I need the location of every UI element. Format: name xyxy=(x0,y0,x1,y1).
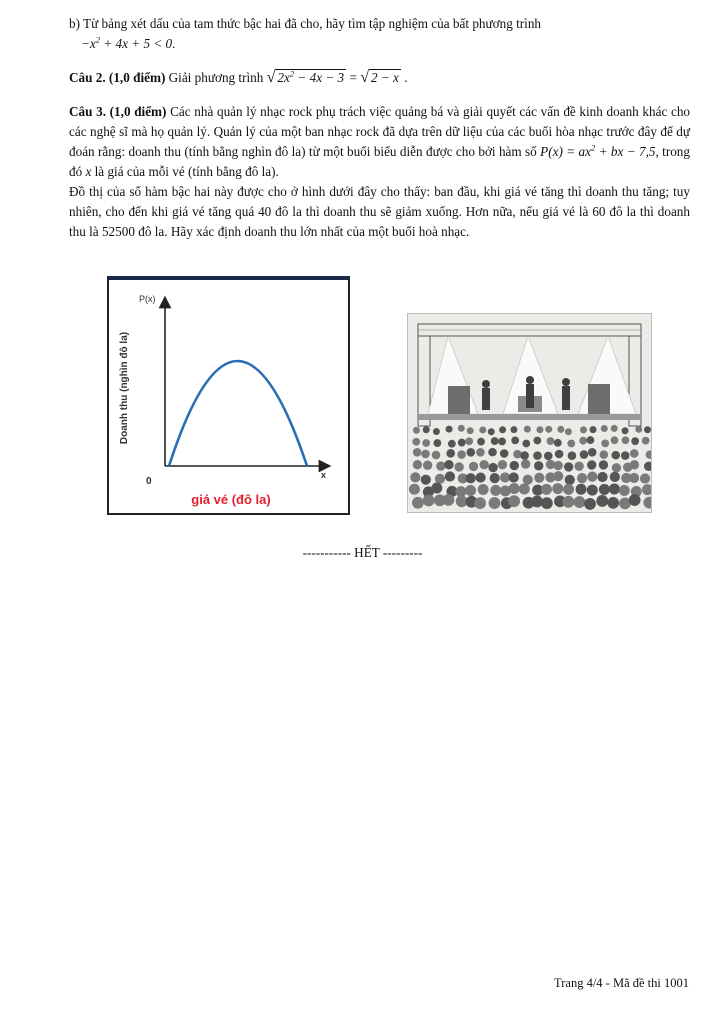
crowd-head xyxy=(587,436,595,444)
chart-svg xyxy=(109,280,348,513)
crowd-head xyxy=(479,460,488,469)
y-axis-label: Doanh thu (nghìn đô la) xyxy=(119,331,130,445)
crowd-head xyxy=(490,485,501,496)
crowd-head xyxy=(574,461,583,470)
crowd-head xyxy=(553,471,563,481)
question-2: Câu 2. (1,0 điểm) Giải phương trình √ $2x^2 - 4x - 3$ = √ 2 − x . xyxy=(69,68,408,86)
x-axis-label: giá vé (đô la) xyxy=(191,492,271,507)
crowd-head xyxy=(596,495,608,507)
crowd-head xyxy=(612,463,621,472)
crowd-head xyxy=(533,437,541,445)
crowd-head xyxy=(568,451,577,460)
crowd-head xyxy=(622,436,630,444)
crowd-head xyxy=(555,450,564,459)
crowd-head xyxy=(574,496,586,508)
crowd-head xyxy=(510,426,517,433)
crowd-head xyxy=(476,472,486,482)
crowd-head xyxy=(488,448,497,457)
crowd-head xyxy=(553,461,562,470)
crowd-head xyxy=(454,462,463,471)
crowd-head xyxy=(565,428,572,435)
figures xyxy=(0,276,725,521)
crowd-head xyxy=(541,484,552,495)
part-b-text: b) Từ bảng xét dấu của tam thức bậc hai đã cho, hãy tìm tập nghiệm của bất phương trình xyxy=(69,16,542,31)
crowd-head xyxy=(534,461,543,470)
crowd-head xyxy=(611,451,620,460)
formula: $P(x) = ax^2$ + bx − 7,5 xyxy=(540,142,656,159)
crowd-head xyxy=(509,483,520,494)
crowd-head xyxy=(534,473,544,483)
question-3: Câu 3. (1,0 điểm) Các nhà quản lý nhạc rock phụ trách việc quảng bá và giải quyết các vấn đề kinh doanh khác cho các nghệ sĩ mà họ quản lý. Quản lý của một ban nhạc rock đã dựa trên dữ liệu của các buổi hòa nhạc trước đây để dự đoán rằng: doanh thu (tính bằng nghìn đô la) từ một buổi biểu diễn được cho bởi hàm số $P(x) = ax^2$ + bx − 7,5, trong đó x là giá của mỗi vé (tính bằng đô la). xyxy=(69,104,691,179)
crowd-head xyxy=(599,460,608,469)
crowd-head xyxy=(642,437,650,445)
crowd-head xyxy=(413,427,420,434)
crowd-head xyxy=(510,461,519,470)
crowd-head xyxy=(433,439,441,447)
crowd-head xyxy=(478,484,489,495)
crowd-head xyxy=(474,497,486,509)
crowd-head xyxy=(448,440,456,448)
crowd-head xyxy=(579,437,587,445)
crowd-head xyxy=(640,473,650,483)
crowd-head xyxy=(421,475,431,485)
crowd-head xyxy=(587,485,598,496)
end-marker: ----------- HẾT --------- xyxy=(302,545,423,560)
crowd-head xyxy=(432,451,441,460)
x-axis-name: x xyxy=(321,470,327,480)
crowd-head xyxy=(423,495,435,507)
crowd-head xyxy=(413,460,422,469)
crowd-head xyxy=(621,451,630,460)
crowd-head xyxy=(587,460,596,469)
crowd-head xyxy=(564,462,573,471)
crowd-head xyxy=(508,495,520,507)
question-3-text1: Các nhà quản lý nhạc rock phụ trách việc quảng bá và giải quyết các vấn đề kinh doanh khác cho các nghệ sĩ mà họ quản lý. Quản lý của một ban nhạc rock đã dựa trên dữ liệu của các buổi hòa nhạc trước đây để dự đoán rằng: doanh thu (tính bằng nghìn đô la) từ một buổi biểu diễn được cho bởi hàm số xyxy=(69,104,691,159)
crowd-head xyxy=(599,450,608,459)
crowd-head xyxy=(423,461,432,470)
crowd-head xyxy=(622,427,629,434)
crowd-head xyxy=(431,483,442,494)
crowd-head xyxy=(488,428,495,435)
crowd-head xyxy=(498,460,507,469)
crowd-head xyxy=(522,440,530,448)
crowd-head xyxy=(423,426,430,433)
crowd-head xyxy=(544,452,553,461)
crowd-head xyxy=(563,496,575,508)
crowd-head xyxy=(601,439,609,447)
crowd-head xyxy=(629,473,639,483)
crowd-head xyxy=(479,426,486,433)
crowd-head xyxy=(609,484,620,495)
crowd-head xyxy=(563,484,574,495)
crowd-head xyxy=(443,494,455,506)
question-2-label: Câu 2. (1,0 điểm) xyxy=(69,70,166,85)
crowd-head xyxy=(446,426,453,433)
crowd-head xyxy=(490,473,500,483)
crowd-head xyxy=(466,448,475,457)
crowd-head xyxy=(611,436,619,444)
crowd-head xyxy=(477,438,485,446)
crowd-head xyxy=(552,483,563,494)
crowd-head xyxy=(547,437,555,445)
sqrt-symbol-right: √ xyxy=(360,69,369,86)
crowd-head xyxy=(631,437,639,445)
crowd-head xyxy=(436,461,445,470)
crowd-head xyxy=(635,426,642,433)
crowd-head xyxy=(499,426,506,433)
crowd-head xyxy=(489,497,501,509)
crowd-head xyxy=(565,475,575,485)
crowd-head xyxy=(611,425,618,432)
crowd-head xyxy=(599,484,610,495)
concert-sketch-icon xyxy=(408,314,651,512)
crowd-head xyxy=(500,449,509,458)
crowd-head xyxy=(619,485,630,496)
crowd-head xyxy=(601,425,608,432)
crowd-head xyxy=(521,459,530,468)
crowd-head xyxy=(520,451,529,460)
inequality: $-x^2 + 4x + 5 < 0$ xyxy=(81,34,173,51)
crowd-head xyxy=(413,448,422,457)
crowd-head xyxy=(458,425,465,432)
crowd-head xyxy=(467,427,474,434)
crowd-head xyxy=(629,494,641,506)
crowd-head xyxy=(458,439,466,447)
crowd-head xyxy=(421,450,430,459)
crowd-head xyxy=(466,473,476,483)
left-radicand: $2x^2 - 4x - 3$ xyxy=(277,68,345,85)
crowd-head xyxy=(607,497,619,509)
crowd-head xyxy=(519,484,530,495)
crowd-head xyxy=(469,462,478,471)
crowd-head xyxy=(412,438,420,446)
crowd-head xyxy=(610,472,620,482)
crowd-head xyxy=(476,448,485,457)
crowd-head xyxy=(523,475,533,485)
crowd-head xyxy=(533,451,542,460)
crowd-head xyxy=(554,439,562,447)
crowd-head xyxy=(580,426,587,433)
question-2-text: Giải phương trình xyxy=(168,70,264,85)
crowd-head xyxy=(513,450,522,459)
crowd-head xyxy=(584,498,596,510)
crowd-head xyxy=(491,437,499,445)
crowd-head xyxy=(597,472,607,482)
revenue-curve xyxy=(169,361,307,466)
y-axis-name: P(x) xyxy=(139,294,156,304)
crowd-head xyxy=(465,437,473,445)
crowd-head xyxy=(445,471,455,481)
crowd-head xyxy=(577,473,587,483)
question-3-graph-description: Đồ thị của số hàm bậc hai này được cho ở hình dưới đây cho thấy: ban đầu, khi giá vé tăng thì doanh thu tăng; tuy nhiên, cho đến khi giá vé tăng quá 40 đô la thì doanh thu sẽ giảm xuống. Hơn nữa, nếu giá vé là 60 đô la thì doanh thu là 52500 đô la. Hãy xác định doanh thu lớn nhất của một buổi hoà nhạc. xyxy=(69,184,690,239)
crowd-head xyxy=(545,426,552,433)
crowd-head xyxy=(444,460,453,469)
crowd-head xyxy=(498,438,506,446)
revenue-chart xyxy=(107,276,350,515)
crowd-head xyxy=(576,484,587,495)
crowd-head xyxy=(630,449,639,458)
crowd-head xyxy=(433,428,440,435)
crowd-head xyxy=(630,460,639,469)
origin-label: 0 xyxy=(146,476,152,487)
crowd-head xyxy=(587,472,597,482)
rock-concert-sketch-photo xyxy=(407,313,652,513)
crowd-head xyxy=(409,484,420,495)
crowd-head xyxy=(488,463,497,472)
crowd-head xyxy=(644,426,651,433)
crowd-head xyxy=(457,450,466,459)
crowd-head xyxy=(435,474,445,484)
crowd-head xyxy=(590,426,597,433)
right-radicand: 2 − x xyxy=(370,70,399,85)
part-b-paragraph: b) Từ bảng xét dấu của tam thức bậc hai đã cho, hãy tìm tập nghiệm của bất phương trình $-x^2 + 4x + 5 < 0$. xyxy=(69,16,542,51)
crowd-head xyxy=(557,426,564,433)
crowd-head xyxy=(465,485,476,496)
crowd-head xyxy=(509,472,519,482)
crowd-head xyxy=(511,436,519,444)
crowd-head xyxy=(524,426,531,433)
crowd-head xyxy=(580,450,589,459)
crowd-head xyxy=(541,497,553,509)
crowd-head xyxy=(410,472,420,482)
page-footer: Trang 4/4 - Mã đề thi 1001 xyxy=(554,976,689,990)
question-3-label: Câu 3. (1,0 điểm) xyxy=(69,104,167,119)
crowd-head xyxy=(412,497,424,509)
crowd-head xyxy=(536,426,543,433)
sqrt-symbol-left: √ xyxy=(266,69,276,86)
crowd-head xyxy=(422,439,430,447)
crowd-head xyxy=(567,440,575,448)
document-body xyxy=(69,14,690,242)
crowd-head xyxy=(446,449,455,458)
crowd-head xyxy=(588,448,597,457)
